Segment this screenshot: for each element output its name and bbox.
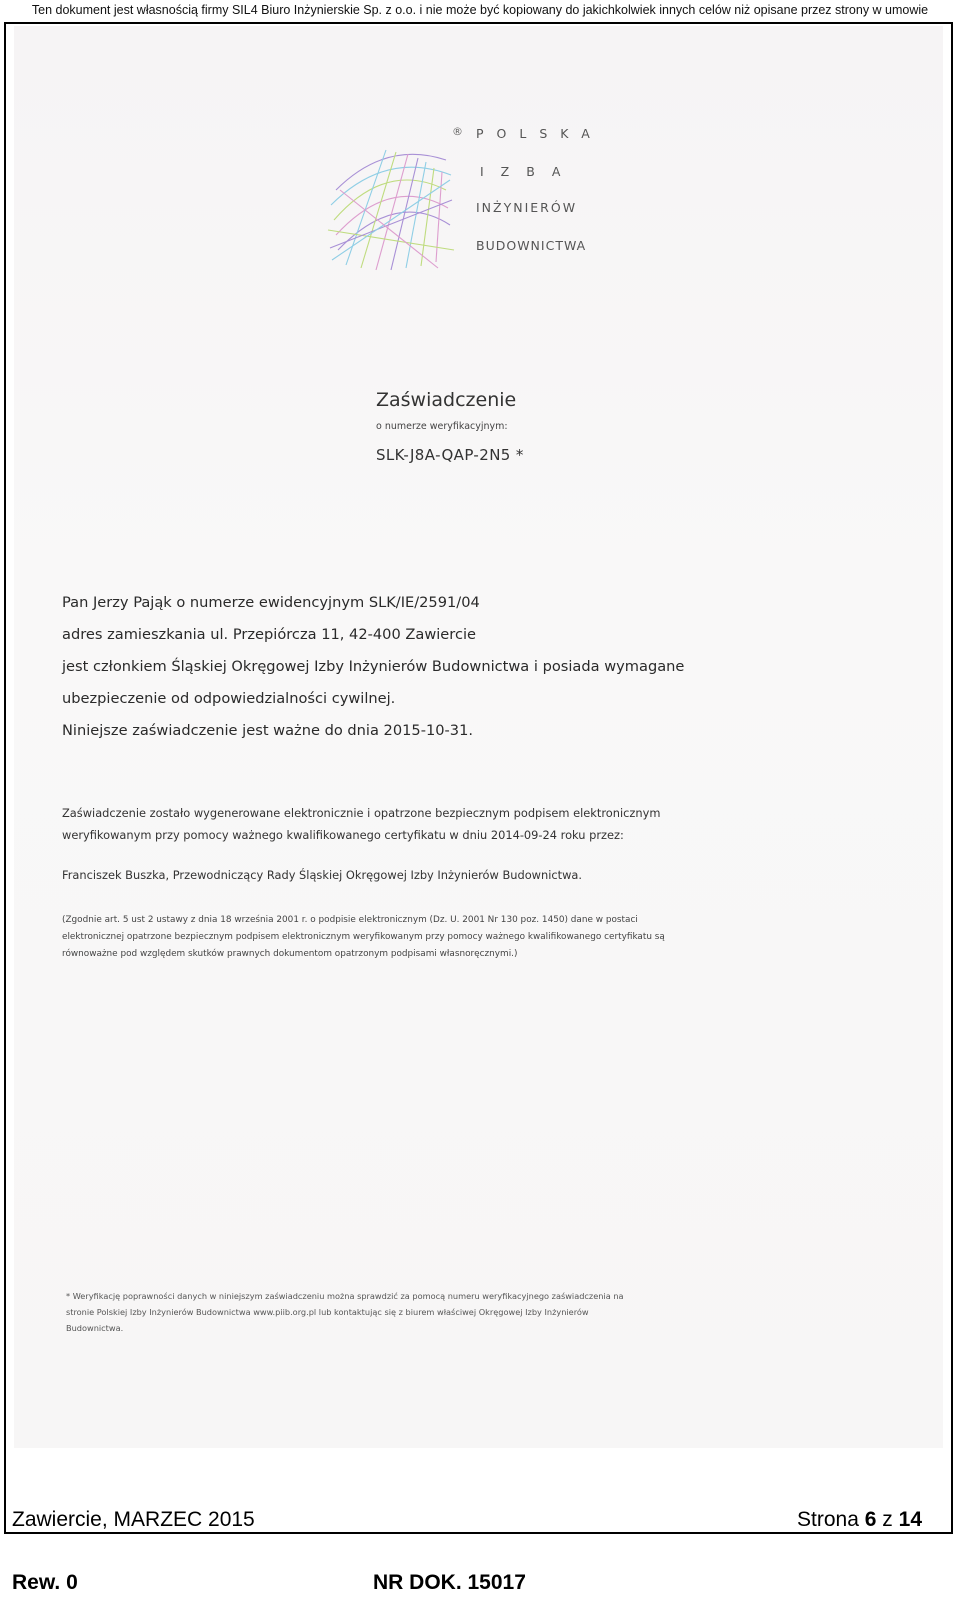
signature-line: Zaświadczenie zostało wygenerowane elektronicznie i opatrzone bezpiecznym podpisem elektronicznym — [62, 806, 661, 820]
body-line: ubezpieczenie od odpowiedzialności cywilnej. — [62, 690, 396, 707]
body-line: jest członkiem Śląskiej Okręgowej Izby Inżynierów Budownictwa i posiada wymagane — [62, 658, 685, 675]
scanned-certificate — [14, 26, 943, 1448]
footnote-line: stronie Polskiej Izby Inżynierów Budownictwa www.piib.org.pl lub kontaktując się z biurem właściwej Okręgowej Izby Inżynierów — [66, 1307, 589, 1317]
footer-doc-number: NR DOK. 15017 — [373, 1571, 526, 1594]
signature-line: weryfikowanym przy pomocy ważnego kwalifikowanego certyfikatu w dniu 2014-09-24 roku przez: — [62, 828, 624, 842]
header-notice: Ten dokument jest własnością firmy SIL4 Biuro Inżynierskie Sp. z o.o. i nie może być kopiowany do jakichkolwiek innych celów niż opisane przez strony w umowie — [31, 3, 929, 17]
logo-line-2: IZBA — [480, 164, 578, 179]
legal-line: elektronicznej opatrzone bezpiecznym podpisem elektronicznym weryfikowanym przy pomocy ważnego kwalifikowanego certyfikatu są — [62, 932, 665, 942]
page-prefix: Strona — [797, 1508, 859, 1531]
footer-place-date: Zawiercie, MARZEC 2015 — [12, 1508, 255, 1531]
registered-icon: ® — [452, 125, 463, 138]
legal-line: równoważne pod względem skutków prawnych dokumentom opatrzonym podpisami własnoręcznymi.) — [62, 949, 518, 959]
logo-line-3: INŻYNIERÓW — [476, 200, 578, 215]
piib-logo-icon — [326, 130, 456, 272]
page-current: 6 — [864, 1508, 877, 1531]
verification-footnote — [66, 1288, 886, 1336]
body-line: Pan Jerzy Pająk o numerze ewidencyjnym SLK/IE/2591/04 — [62, 594, 480, 611]
logo-line-4: BUDOWNICTWA — [476, 238, 587, 253]
footer-revision: Rew. 0 — [12, 1571, 78, 1594]
page-total: 14 — [898, 1508, 922, 1531]
page-frame — [4, 22, 953, 1534]
footnote-line: Budownictwa. — [66, 1323, 124, 1333]
logo-line-1: POLSKA — [476, 126, 603, 141]
certificate-title-block — [376, 389, 636, 464]
signer: Franciszek Buszka, Przewodniczący Rady Śląskiej Okręgowej Izby Inżynierów Budownictwa. — [62, 868, 583, 882]
footnote-line: * Weryfikację poprawności danych w niniejszym zaświadczeniu można sprawdzić za pomocą numeru weryfikacyjnego zaświadczenia na — [66, 1291, 624, 1301]
legal-note — [62, 912, 882, 963]
body-line: Niniejsze zaświadczenie jest ważne do dnia 2015-10-31. — [62, 722, 474, 739]
certificate-body — [62, 591, 882, 751]
footer-page-number — [797, 1508, 922, 1532]
certificate-subtitle: o numerze weryfikacyjnym: — [376, 421, 508, 432]
certificate-title: Zaświadczenie — [376, 389, 517, 411]
body-line: adres zamieszkania ul. Przepiórcza 11, 42-400 Zawiercie — [62, 626, 477, 643]
signature-statement — [62, 802, 882, 846]
page-separator: z — [882, 1508, 893, 1531]
verification-number: SLK-J8A-QAP-2N5 * — [376, 446, 524, 464]
legal-line: (Zgodnie art. 5 ust 2 ustawy z dnia 18 września 2001 r. o podpisie elektronicznym (Dz. U. 2001 Nr 130 poz. 1450) dane w postaci — [62, 915, 638, 925]
